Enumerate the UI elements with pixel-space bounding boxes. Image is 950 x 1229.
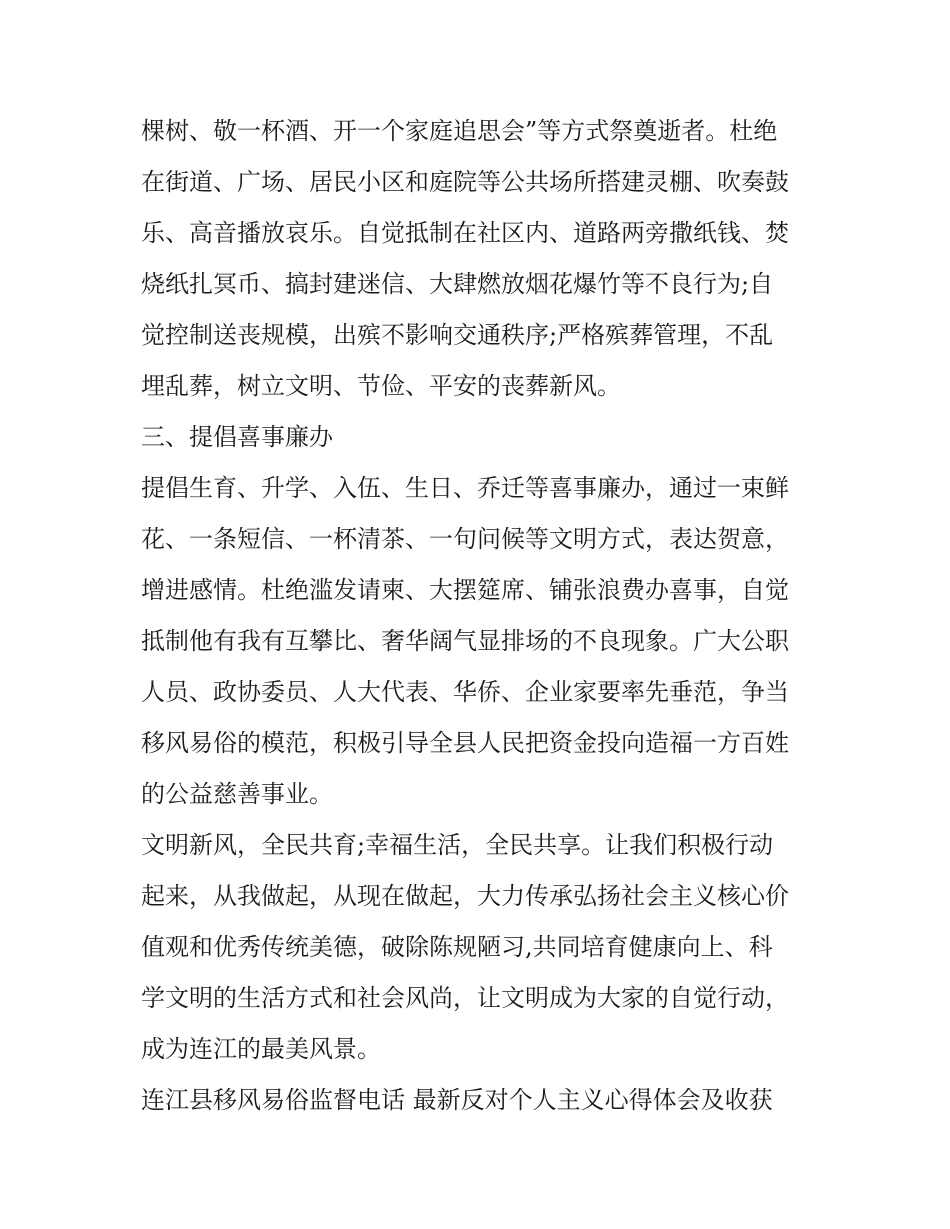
text-line: 的公益慈善事业。 [141, 780, 333, 808]
text-line: 棵树、敬一杯酒、开一个家庭追思会”等方式祭奠逝者。杜绝 [141, 117, 778, 145]
text-line: 抵制他有我有互攀比、奢华阔气显排场的不良现象。广大公职 [141, 627, 789, 655]
text-line: 乐、高音播放哀乐。自觉抵制在社区内、道路两旁撒纸钱、焚 [141, 219, 789, 247]
section-heading: 三、提倡喜事廉办 [141, 423, 333, 451]
text-line: 花、一条短信、一杯清茶、一句问候等文明方式，表达贺意， [141, 525, 789, 553]
text-line: 成为连江的最美风景。 [141, 1035, 381, 1063]
text-line: 移风易俗的模范，积极引导全县人民把资金投向造福一方百姓 [141, 729, 789, 757]
text-line: 值观和优秀传统美德，破除陈规陋习,共同培育健康向上、科 [141, 933, 773, 961]
text-line: 增进感情。杜绝滥发请柬、大摆筵席、铺张浪费办喜事，自觉 [141, 576, 789, 604]
text-line: 人员、政协委员、人大代表、华侨、企业家要率先垂范，争当 [141, 678, 789, 706]
text-line: 在街道、广场、居民小区和庭院等公共场所搭建灵棚、吹奏鼓 [141, 168, 789, 196]
text-line: 烧纸扎冥币、搞封建迷信、大肆燃放烟花爆竹等不良行为;自 [141, 270, 774, 298]
text-line: 觉控制送丧规模，出殡不影响交通秩序;严格殡葬管理，不乱 [141, 321, 774, 349]
text-line: 学文明的生活方式和社会风尚，让文明成为大家的自觉行动， [141, 984, 789, 1012]
text-line: 文明新风，全民共育;幸福生活，全民共享。让我们积极行动 [141, 831, 774, 859]
text-line: 埋乱葬，树立文明、节俭、平安的丧葬新风。 [141, 372, 621, 400]
text-line: 起来，从我做起，从现在做起，大力传承弘扬社会主义核心价 [141, 882, 789, 910]
document-body [141, 106, 821, 1126]
footer-line: 连江县移风易俗监督电话 最新反对个人主义心得体会及收获 [141, 1086, 773, 1114]
text-line: 提倡生育、升学、入伍、生日、乔迁等喜事廉办，通过一束鲜 [141, 474, 789, 502]
